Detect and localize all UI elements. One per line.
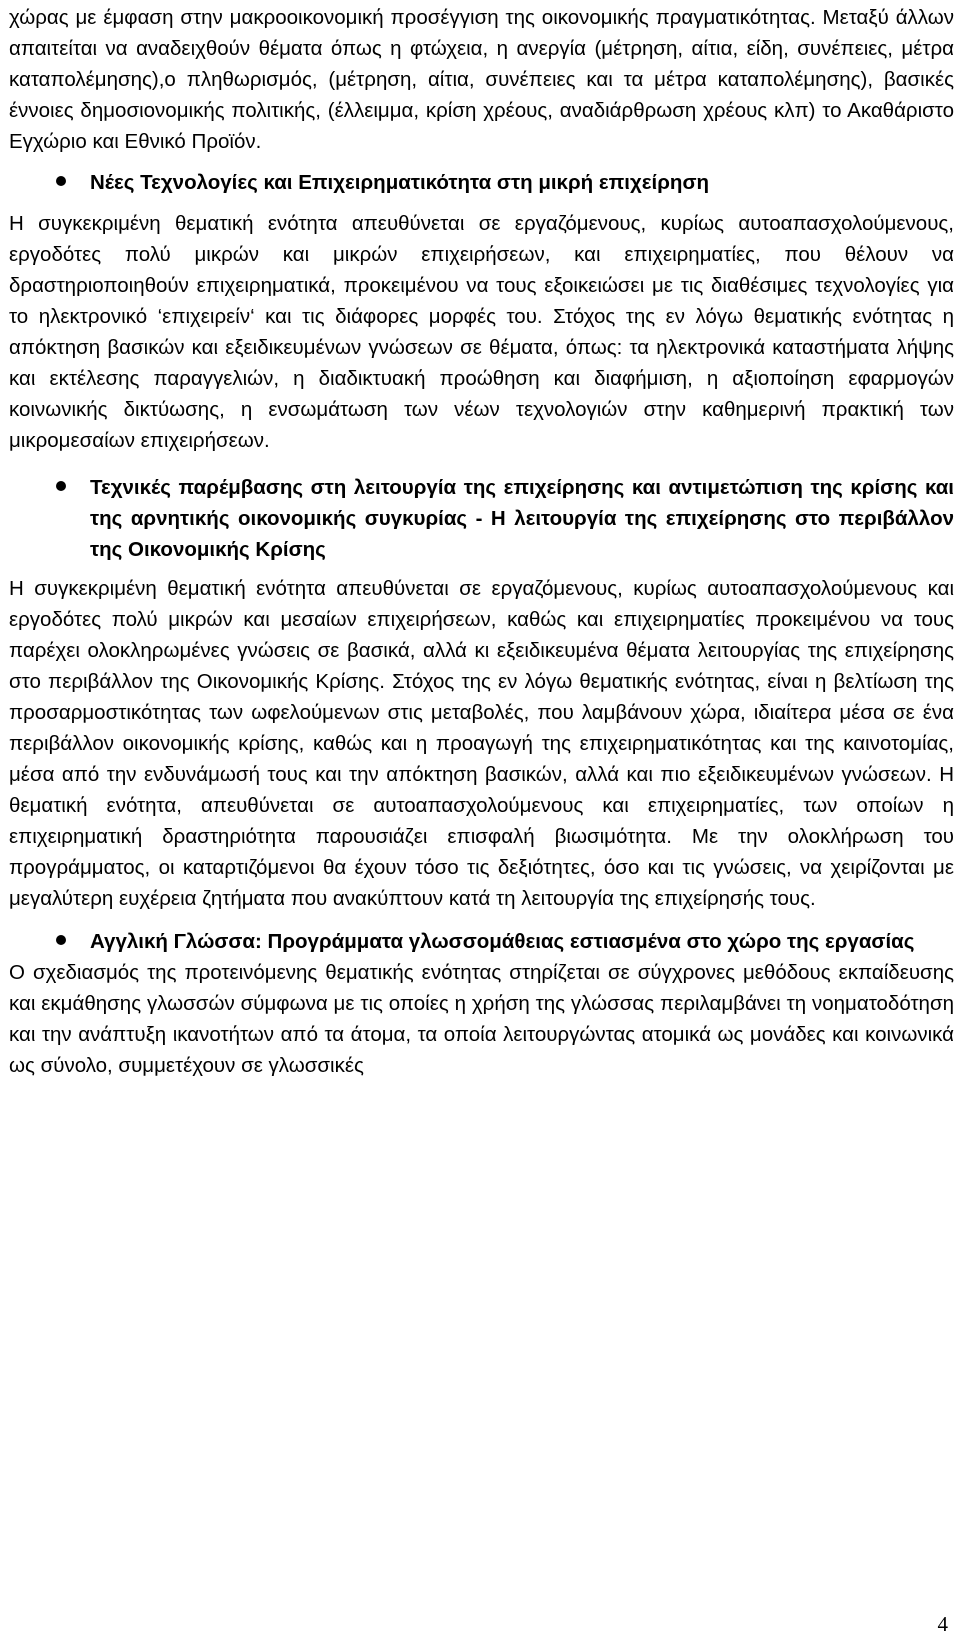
crisis-paragraph: Η συγκεκριμένη θεματική ενότητα απευθύνεται σε εργαζόμενους, κυρίως αυτοαπασχολούμενους και εργοδότες πολύ μικρών και μεσαίων επιχειρήσεων, καθώς και επιχειρηματίες προκειμένου να τους παρέχει ολοκληρωμένες γνώσεις σε βασικά, αλλά κι εξειδικευμένα θέματα λειτουργίας της επιχείρησης στο περιβάλλον της Οικονομικής Κρίσης. Στόχος της εν λόγω θεματικής ενότητας, είναι η βελτίωση της προσαρμοστικότητας των ωφελούμενων στις μεταβολές, που λαμβάνουν χώρα, ιδιαίτερα μέσα σε ένα περιβάλλον οικονομικής κρίσης, καθώς και η προαγωγή της επιχειρηματικότητας και της καινοτομίας, μέσα από την ενδυνάμωσή τους και την απόκτηση βασικών, αλλά και πιο εξειδικευμένων γνώσεων. Η θεματική ενότητα, απευθύνεται σε αυτοαπασχολούμενους και επιχειρηματίες, των οποίων η επιχειρηματική δραστηριότητα παρουσιάζει επισφαλή βιωσιμότητα. Με την ολοκλήρωση του προγράμματος, οι καταρτιζόμενοι θα έχουν τόσο τις δεξιότητες, όσο και τις γνώσεις, να χειρίζονται με μεγαλύτερη ευχέρεια ζητήματα που ανακύπτουν κατά τη λειτουργία της επιχείρησής τους. bbox=[9, 577, 954, 910]
bullet-icon bbox=[56, 176, 66, 186]
heading-text: Νέες Τεχνολογίες και Επιχειρηματικότητα στη μικρή επιχείρηση bbox=[90, 171, 709, 194]
heading-text: Τεχνικές παρέμβασης στη λειτουργία της επιχείρησης και αντιμετώπιση της κρίσης και της αρνητικής οικονομικής συγκυρίας - Η λειτουργία της επιχείρησης στο περιβάλλον της Οικονομικής Κρίσης bbox=[90, 476, 954, 561]
page-number: 4 bbox=[937, 1612, 948, 1636]
section-heading-new-technologies bbox=[9, 167, 954, 198]
english-paragraph: Ο σχεδιασμός της προτεινόμενης θεματικής ενότητας στηρίζεται σε σύγχρονες μεθόδους εκπαίδευσης και εκμάθησης γλωσσών σύμφωνα με τις οποίες η χρήση της γλώσσας περιλαμβάνει τη νοηματοδότηση και την ανάπτυξη ικανοτήτων από τα άτομα, τα οποία λειτουργώντας ατομικά ως μονάδες και κοινωνικά ως σύνολο, συμμετέχουν σε γλωσσικές bbox=[9, 961, 954, 1077]
section-heading-crisis-techniques bbox=[9, 472, 954, 565]
bullet-icon bbox=[56, 481, 66, 491]
bullet-icon bbox=[56, 935, 66, 945]
section-heading-english-language bbox=[9, 926, 954, 957]
page-content bbox=[9, 2, 954, 1081]
heading-text: Αγγλική Γλώσσα: Προγράμματα γλωσσομάθειας εστιασμένα στο χώρο της εργασίας bbox=[90, 930, 915, 953]
technologies-paragraph: Η συγκεκριμένη θεματική ενότητα απευθύνεται σε εργαζόμενους, κυρίως αυτοαπασχολούμενους, εργοδότες πολύ μικρών και μικρών επιχειρήσεων, και επιχειρηματίες, που θέλουν να δραστηριοποιηθούν επιχειρηματικά, προκειμένου να τους εξοικειώσει με τις διαθέσιμες τεχνολογίες για το ηλεκτρονικό ‘επιχειρείν‘ και τις διάφορες μορφές του. Στόχος της εν λόγω θεματικής ενότητας η απόκτηση βασικών και εξειδικευμένων γνώσεων σε θέματα, όπως: τα ηλεκτρονικά καταστήματα λήψης και εκτέλεσης παραγγελιών, η διαδικτυακή προώθηση και διαφήμιση, η αξιοποίηση εφαρμογών κοινωνικής δικτύωσης, η ενσωμάτωση των νέων τεχνολογιών στην καθημερινή πρακτική των μικρομεσαίων επιχειρήσεων. bbox=[9, 212, 954, 452]
intro-paragraph: χώρας με έμφαση στην μακροοικονομική προσέγγιση της οικονομικής πραγματικότητας. Μεταξύ άλλων απαιτείται να αναδειχθούν θέματα όπως η φτώχεια, η ανεργία (μέτρηση, αίτια, είδη, συνέπειες, μέτρα καταπολέμησης),ο πληθωρισμός, (μέτρηση, αίτια, συνέπειες και τα μέτρα καταπολέμησης), βασικές έννοιες δημοσιονομικής πολιτικής, (έλλειμμα, κρίση χρέους, αναδιάρθρωση χρέους κλπ) το Ακαθάριστο Εγχώριο και Εθνικό Προϊόν. bbox=[9, 6, 954, 153]
